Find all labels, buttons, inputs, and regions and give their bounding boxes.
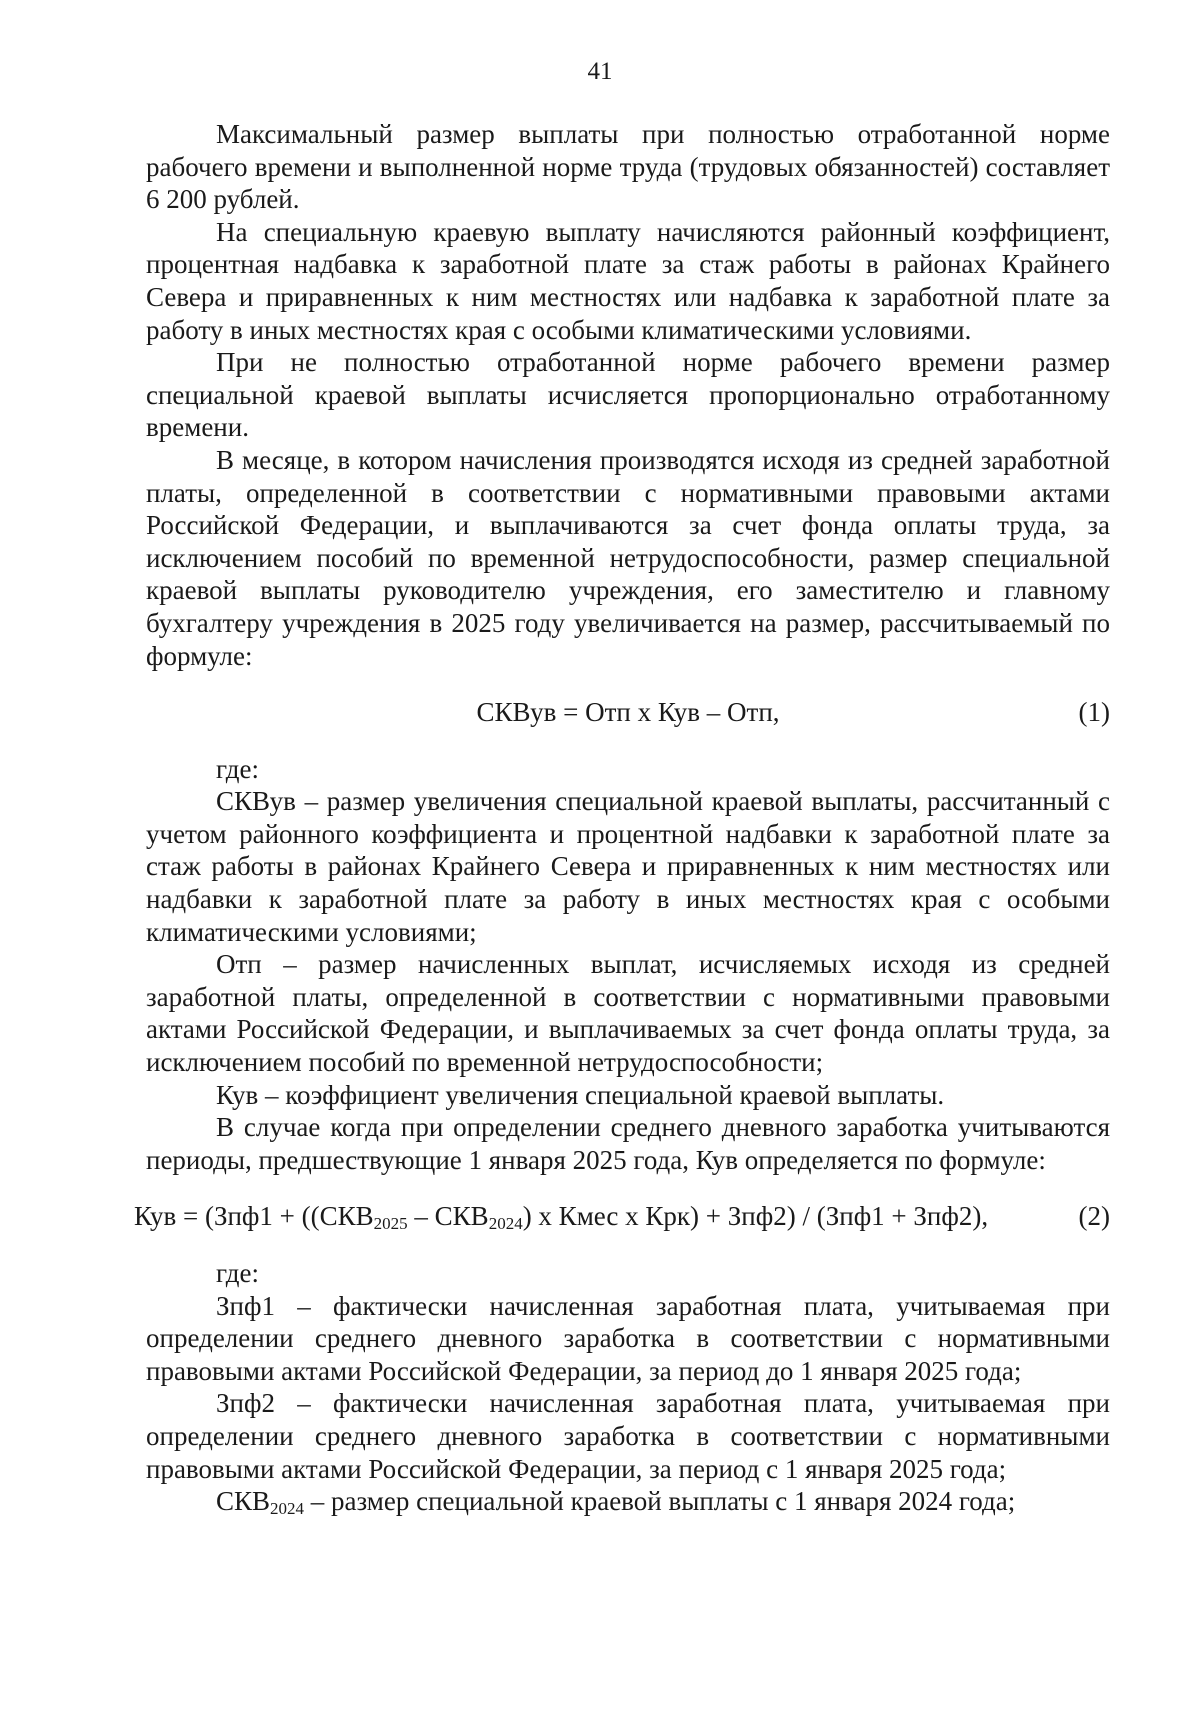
paragraph-proportional: При не полностью отработанной норме рабочего времени размер специальной краевой выплаты исчисляется пропорционально отработанному времени. bbox=[146, 347, 1110, 443]
paragraph-max-payment: Максимальный размер выплаты при полностью отработанной норме рабочего времени и выполненной норме труда (трудовых обязанностей) составляет 6 200 рублей. bbox=[146, 119, 1110, 215]
page-number: 41 bbox=[587, 58, 613, 85]
formula-2-expression: Кув = ($Зпф1 + ((СКВ_{2025} - СКВ_{2024})$ х Кмес х Крк) + Зпф2) / (Зпф1 + Зпф2), bbox=[134, 1201, 989, 1234]
document-body bbox=[134, 118, 1110, 1519]
definition-kuv: Кув – коэффициент увеличения специальной краевой выплаты. bbox=[216, 1079, 945, 1110]
formula-2-number: (2) bbox=[1078, 1201, 1110, 1232]
definition-skv2024: $СКВ_{2024}$ – размер специальной краевой выплаты с 1 января 2024 года; bbox=[216, 1486, 1016, 1519]
definition-skvuv: СКВув – размер увеличения специальной краевой выплаты, рассчитанный с учетом районного коэффициента и процентной надбавки к заработной плате за стаж работы в районах Крайнего Севера и приравненных к ним местностях или надбавки к заработной плате за работу в иных местностях края с особыми климатическими условиями; bbox=[146, 786, 1110, 947]
where-label-2: где: bbox=[216, 1258, 259, 1288]
formula-2 bbox=[134, 1200, 1110, 1234]
formula-1-expression: СКВув = Отп х Кув – Отп, bbox=[476, 697, 780, 728]
formula-1-number: (1) bbox=[1078, 697, 1110, 728]
where-label-1: где: bbox=[216, 753, 259, 784]
definition-zpf1: Зпф1 – фактически начисленная заработная плата, учитываемая при определении среднего дневного заработка в соответствии с нормативными правовыми актами Российской Федерации, за период до 1 января 2025 года; bbox=[146, 1290, 1110, 1386]
formula-1 bbox=[146, 696, 1110, 729]
paragraph-coefficients: На специальную краевую выплату начисляются районный коэффициент, процентная надбавка к заработной плате за стаж работы в районах Крайнего Севера и приравненных к ним местностях или надбавка к заработной плате за работу в иных местностях края с особыми климатическими условиями. bbox=[146, 216, 1110, 345]
paragraph-kuv-formula-intro: В случае когда при определении среднего дневного заработка учитываются периоды, предшествующие 1 января 2025 года, Кув определяется по формуле: bbox=[146, 1112, 1110, 1175]
definition-zpf2: Зпф2 – фактически начисленная заработная плата, учитываемая при определении среднего дневного заработка в соответствии с нормативными правовыми актами Российской Федерации, за период с 1 января 2025 года; bbox=[146, 1388, 1110, 1484]
paragraph-increase-conditions: В месяце, в котором начисления производятся исходя из средней заработной платы, определенной в соответствии с нормативными правовыми актами Российской Федерации, и выплачиваются за счет фонда оплаты труда, за исключением пособий по временной нетрудоспособности, размер специальной краевой выплаты руководителю учреждения, его заместителю и главному бухгалтеру учреждения в 2025 году увеличивается на размер, рассчитываемый по формуле: bbox=[146, 444, 1110, 671]
definition-otp: Отп – размер начисленных выплат, исчисляемых исходя из средней заработной платы, определенной в соответствии с нормативными правовыми актами Российской Федерации, и выплачиваемых за счет фонда оплаты труда, за исключением пособий по временной нетрудоспособности; bbox=[146, 949, 1110, 1078]
